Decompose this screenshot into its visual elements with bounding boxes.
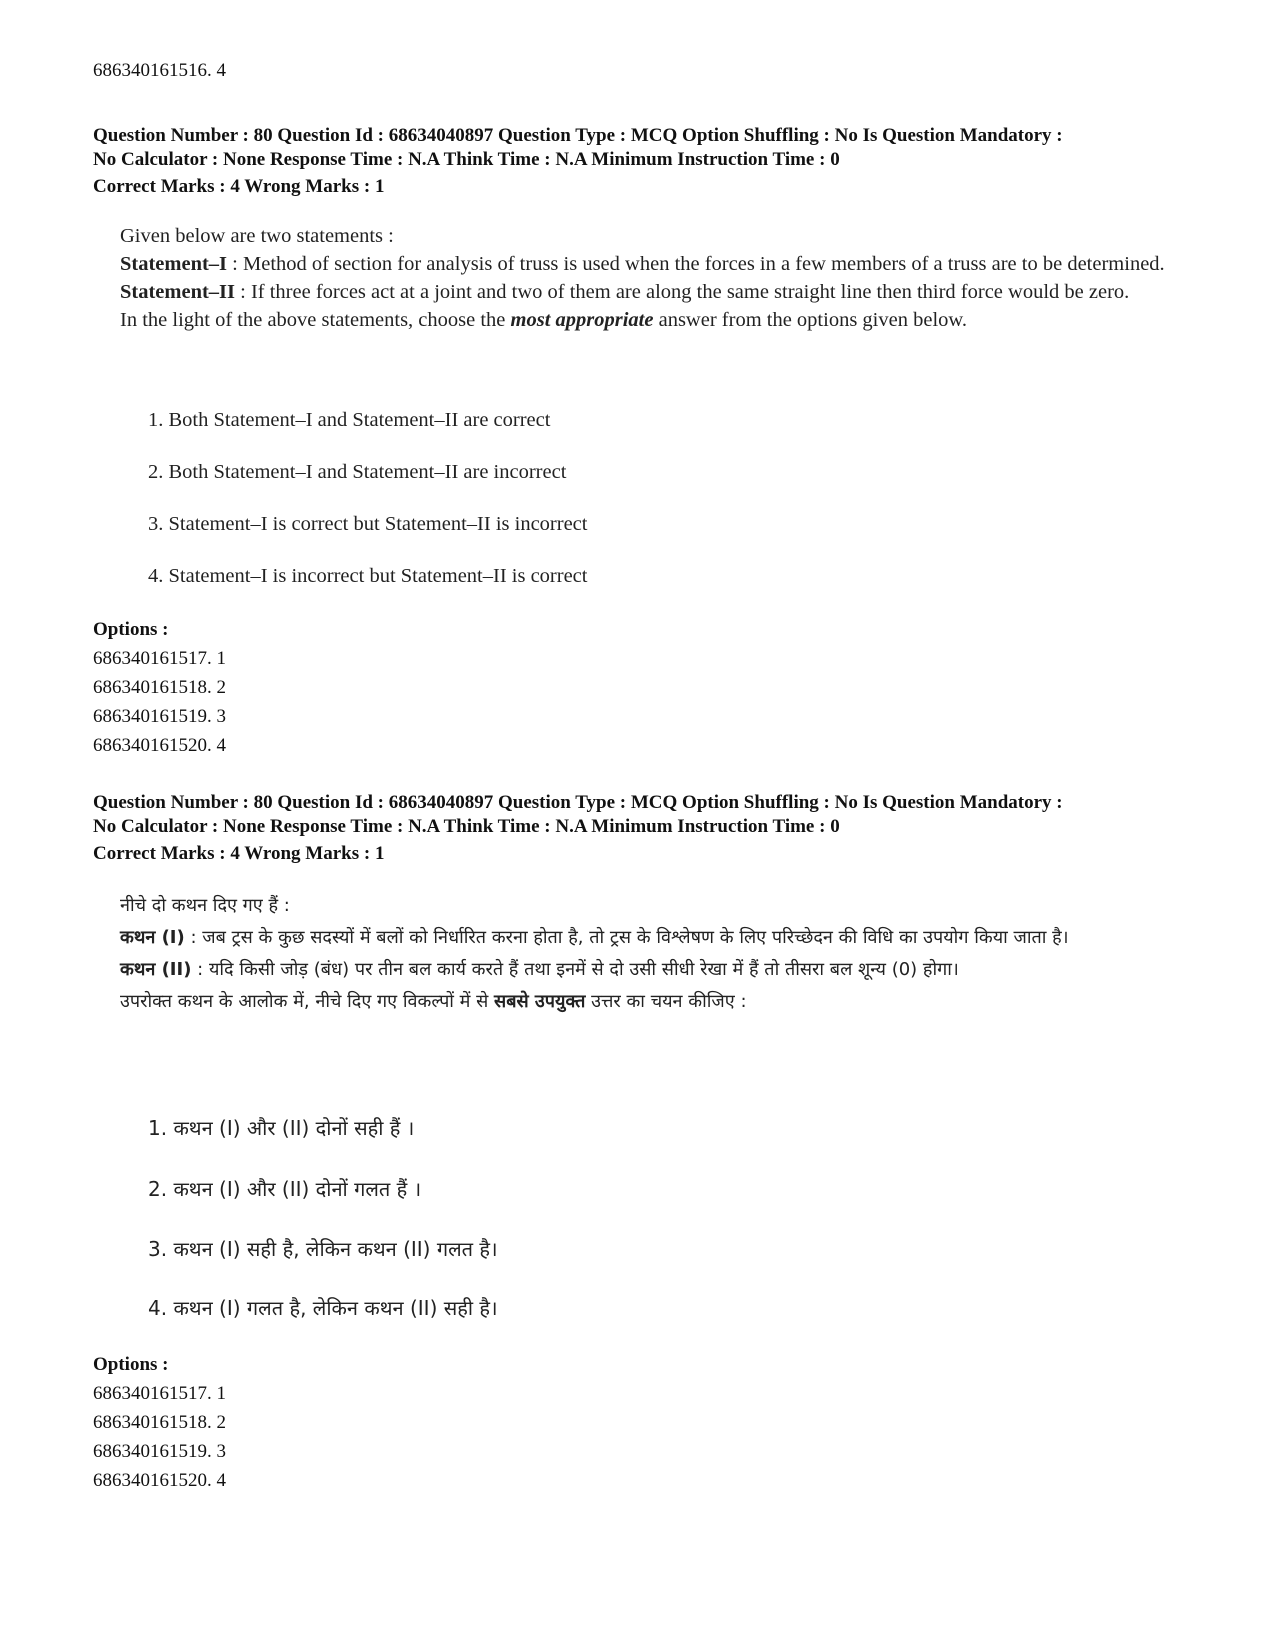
instruction-post: उत्तर का चयन कीजिए :: [585, 991, 747, 1012]
options-label: Options :: [93, 1354, 169, 1375]
question-header-line2: No Calculator : None Response Time : N.A Think Time : N.A Minimum Instruction Time : 0: [93, 816, 840, 837]
options-list: [93, 615, 226, 760]
statement-2-text: : If three forces act at a joint and two of them are along the same straight line then third force would be zero.: [235, 281, 1130, 303]
option-item: 686340161518. 2: [93, 677, 226, 698]
option-item: 686340161519. 3: [93, 706, 226, 727]
instruction-pre: उपरोक्त कथन के आलोक में, नीचे दिए गए विकल्पों में से: [120, 991, 495, 1012]
statement-2-text: : यदि किसी जोड़ (बंध) पर तीन बल कार्य करते हैं तथा इनमें से दो उसी सीधी रेखा में हैं तो तीसरा बल शून्य (0) होगा।: [191, 959, 959, 980]
option-item: 686340161519. 3: [93, 1441, 226, 1462]
option-item: 686340161517. 1: [93, 648, 226, 669]
instruction-emphasis: सबसे उपयुक्त: [494, 991, 586, 1012]
answer-choice: 2. Both Statement–I and Statement–II are incorrect: [148, 461, 567, 483]
options-label: Options :: [93, 619, 169, 640]
answer-choice: 2. कथन (I) और (II) दोनों गलत हैं ।: [148, 1177, 422, 1201]
option-item: 686340161520. 4: [93, 1470, 226, 1491]
statement-2: [120, 954, 1180, 986]
instruction-emphasis: most appropriate: [510, 309, 654, 331]
statement-2-label: Statement–II: [120, 281, 236, 303]
answer-choice: 1. Both Statement–I and Statement–II are correct: [148, 409, 551, 431]
question-header-line1: Question Number : 80 Question Id : 68634040897 Question Type : MCQ Option Shuffling : No Is Question Mandatory :: [93, 125, 1063, 146]
instruction-pre: In the light of the above statements, choose the: [120, 309, 511, 331]
answer-choice: 1. कथन (I) और (II) दोनों सही हैं ।: [148, 1116, 415, 1140]
question-header-line2: No Calculator : None Response Time : N.A Think Time : N.A Minimum Instruction Time : 0: [93, 149, 840, 170]
answer-choice: 3. Statement–I is correct but Statement–II is incorrect: [148, 513, 588, 535]
question-header: [93, 124, 1223, 199]
answer-choice: 4. Statement–I is incorrect but Statement–II is correct: [148, 565, 588, 587]
statement-2-label: कथन (II): [120, 959, 192, 980]
question-header: [93, 791, 1223, 866]
statement-1: [120, 922, 1180, 954]
question-body-english: [120, 222, 1180, 602]
instruction-post: answer from the options given below.: [653, 309, 967, 331]
instruction: [120, 986, 1180, 1018]
option-item: 686340161520. 4: [93, 735, 226, 756]
previous-option-line: 686340161516. 4: [93, 60, 226, 81]
statement-1-label: Statement–I: [120, 253, 228, 275]
statement-1-text: : जब ट्रस के कुछ सदस्यों में बलों को निर्धारित करना होता है, तो ट्रस के विश्लेषण के लिए परिच्छेदन की विधि का उपयोग किया जाता है।: [184, 927, 1069, 948]
marks-line: Correct Marks : 4 Wrong Marks : 1: [93, 843, 385, 864]
options-list: [93, 1350, 226, 1495]
answer-choice: 3. कथन (I) सही है, लेकिन कथन (II) गलत है।: [148, 1237, 498, 1261]
option-item: 686340161517. 1: [93, 1383, 226, 1404]
statement-1-text: : Method of section for analysis of truss is used when the forces in a few members of a truss are to be determined.: [227, 253, 1165, 275]
statement-1: [120, 250, 1180, 278]
question-header-line1: Question Number : 80 Question Id : 68634040897 Question Type : MCQ Option Shuffling : No Is Question Mandatory :: [93, 792, 1063, 813]
marks-line: Correct Marks : 4 Wrong Marks : 1: [93, 176, 385, 197]
statement-1-label: कथन (I): [120, 927, 185, 948]
question-intro: Given below are two statements :: [120, 225, 394, 247]
answer-choice: 4. कथन (I) गलत है, लेकिन कथन (II) सही है।: [148, 1296, 498, 1320]
question-intro: नीचे दो कथन दिए गए हैं :: [120, 895, 290, 916]
question-body-hindi: [120, 890, 1180, 1340]
instruction: [120, 306, 1180, 334]
option-item: 686340161518. 2: [93, 1412, 226, 1433]
statement-2: [120, 278, 1180, 306]
